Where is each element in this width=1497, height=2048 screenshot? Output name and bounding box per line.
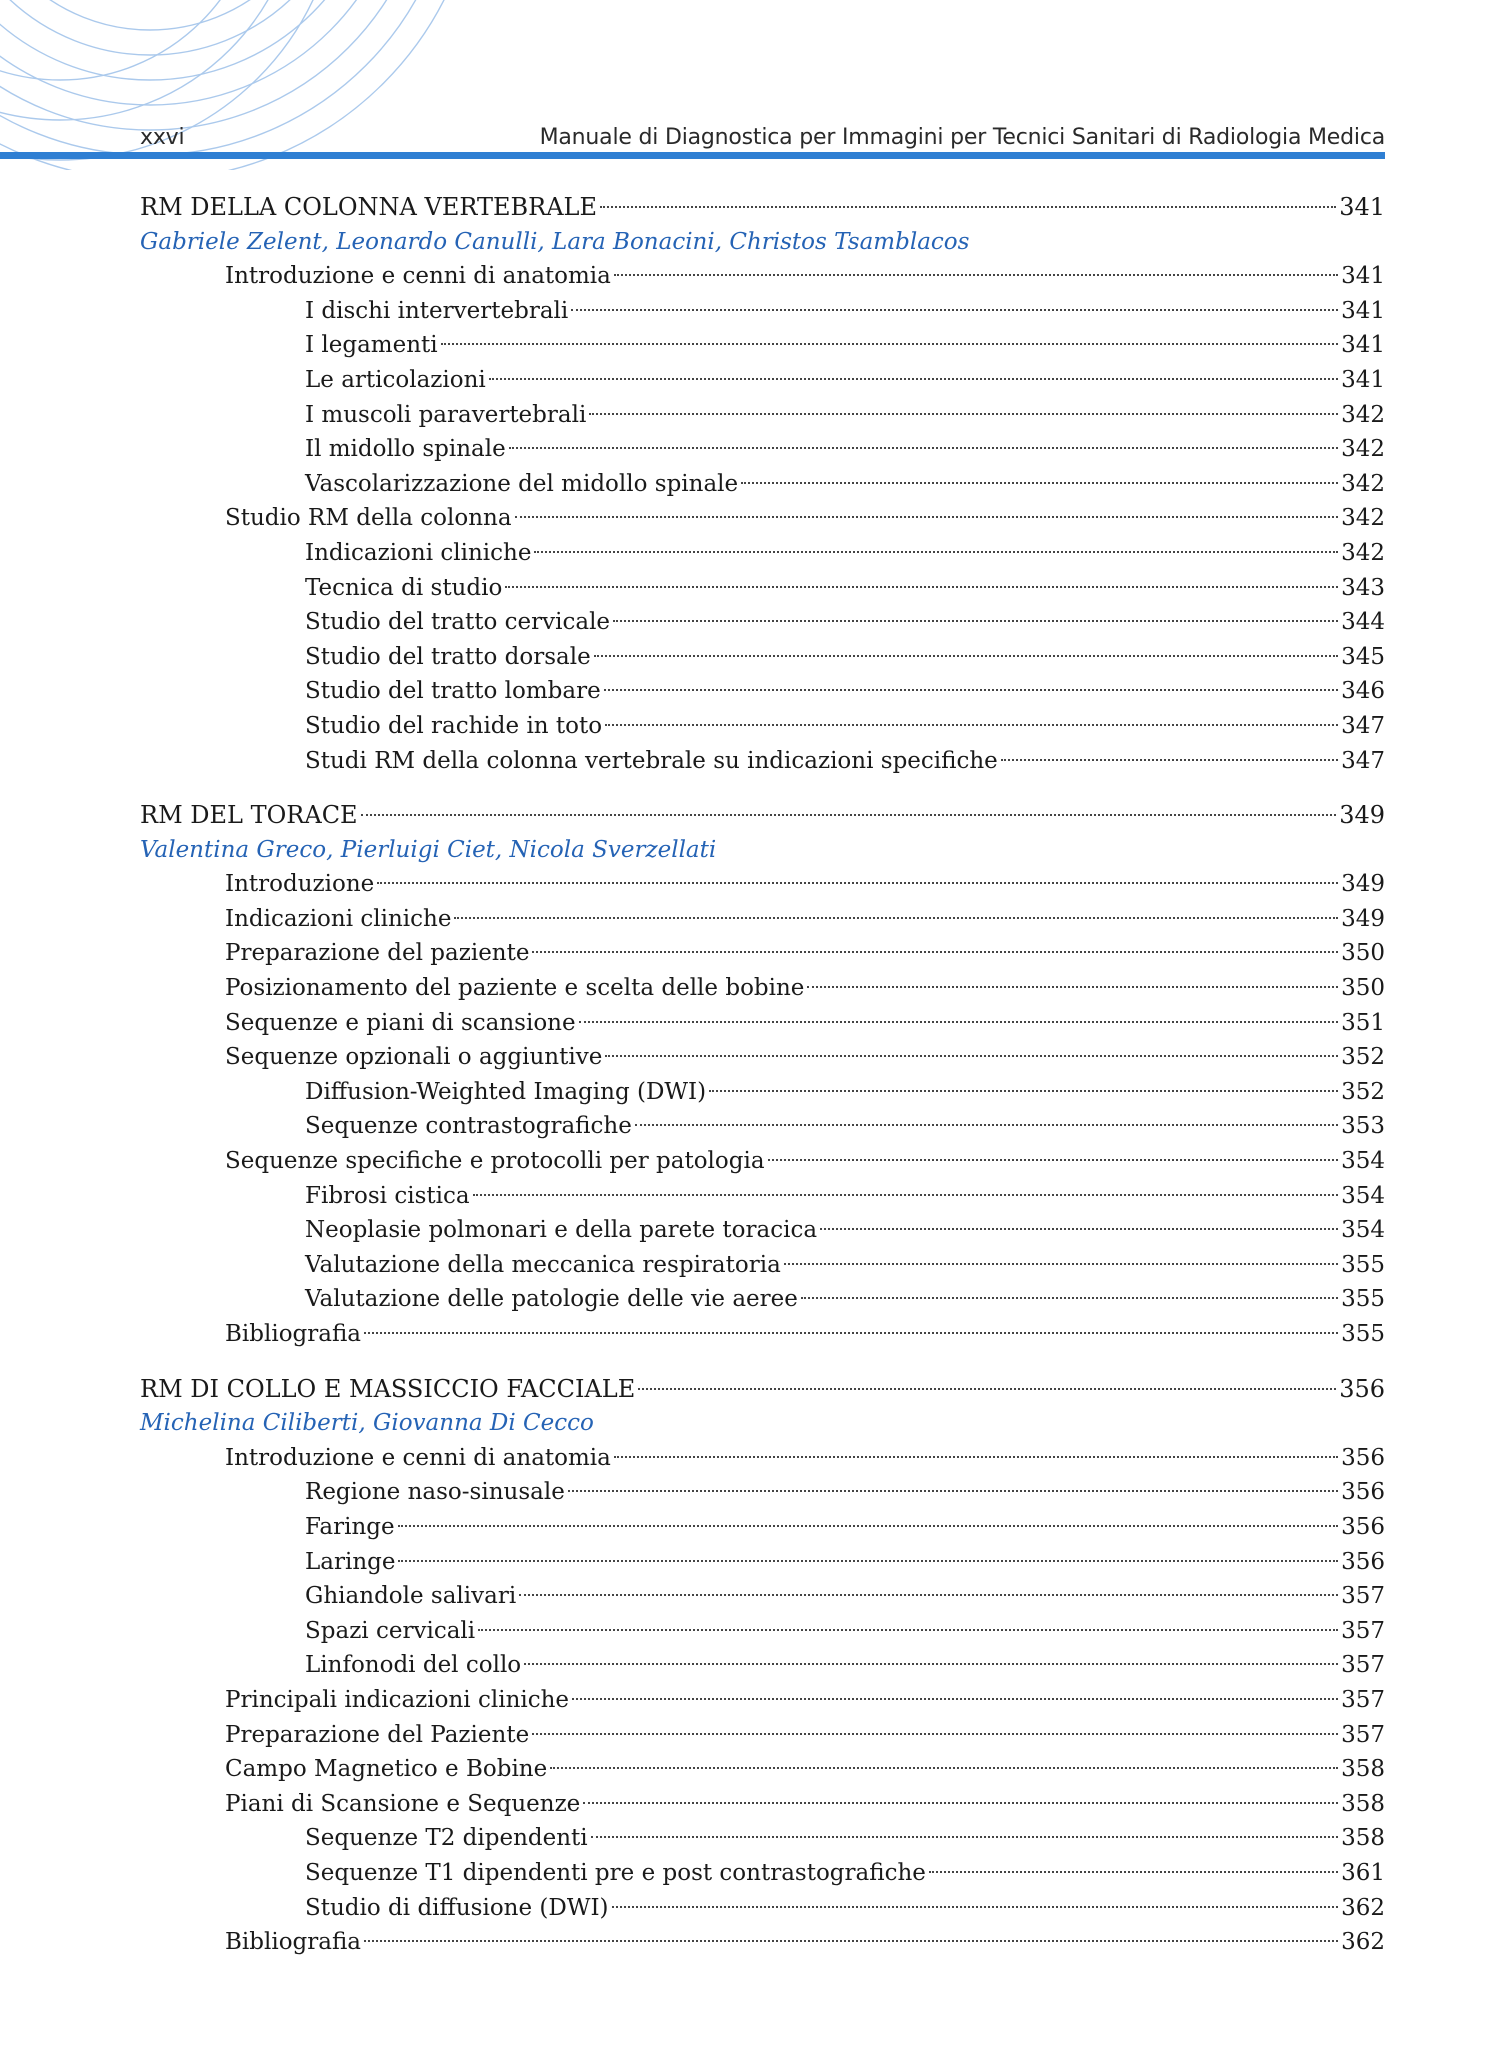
entry-title: Il midollo spinale — [305, 436, 506, 463]
dot-leader — [534, 551, 1338, 553]
dot-leader — [398, 1560, 1338, 1562]
dot-leader — [614, 1456, 1338, 1458]
toc-entry[interactable] — [140, 571, 1385, 606]
toc-entry[interactable] — [140, 605, 1385, 640]
entry-title: Principali indicazioni cliniche — [225, 1686, 570, 1713]
chapter-entry[interactable] — [140, 190, 1385, 225]
entry-page: 362 — [1341, 1894, 1385, 1921]
entry-page: 358 — [1341, 1790, 1385, 1817]
entry-page: 356 — [1341, 1548, 1385, 1575]
toc-entry[interactable] — [140, 1006, 1385, 1041]
dot-leader — [635, 1124, 1338, 1126]
header-rule — [0, 152, 1385, 159]
entry-page: 341 — [1341, 263, 1385, 290]
entry-title: Sequenze T2 dipendenti — [305, 1825, 588, 1852]
toc-entry[interactable] — [140, 363, 1385, 398]
toc-entry[interactable] — [140, 467, 1385, 502]
dot-leader — [524, 1663, 1338, 1665]
toc-entry[interactable] — [140, 259, 1385, 294]
entry-page: 357 — [1341, 1583, 1385, 1610]
dot-leader — [583, 1802, 1338, 1804]
dot-leader — [741, 482, 1338, 484]
entry-title: Vascolarizzazione del midollo spinale — [305, 470, 739, 497]
dot-leader — [441, 343, 1338, 345]
entry-page: 353 — [1341, 1113, 1385, 1140]
chapter-entry[interactable] — [140, 798, 1385, 833]
toc-section — [140, 798, 1385, 1352]
dot-leader — [605, 724, 1338, 726]
toc-entry[interactable] — [140, 1179, 1385, 1214]
entry-page: 356 — [1341, 1479, 1385, 1506]
toc-entry[interactable] — [140, 1718, 1385, 1753]
dot-leader — [600, 206, 1336, 208]
entry-title: Ghiandole salivari — [305, 1583, 517, 1610]
entry-title: Preparazione del paziente — [225, 940, 530, 967]
toc-entry[interactable] — [140, 1648, 1385, 1683]
entry-title: Le articolazioni — [305, 366, 486, 393]
toc-entry[interactable] — [140, 867, 1385, 902]
entry-page: 349 — [1341, 871, 1385, 898]
entry-page: 347 — [1341, 747, 1385, 774]
dot-leader — [768, 1159, 1339, 1161]
entry-page: 342 — [1341, 539, 1385, 566]
toc-entry[interactable] — [140, 1752, 1385, 1787]
entry-title: Indicazioni cliniche — [225, 905, 452, 932]
entry-page: 342 — [1341, 470, 1385, 497]
entry-title: Faringe — [305, 1513, 395, 1540]
dot-leader — [612, 1906, 1339, 1908]
entry-title: Sequenze e piani di scansione — [225, 1009, 576, 1036]
chapter-authors: Gabriele Zelent, Leonardo Canulli, Lara Bonacini, Christos Tsamblacos — [140, 228, 970, 255]
entry-title: Valutazione della meccanica respiratoria — [305, 1251, 781, 1278]
toc-entry[interactable] — [140, 640, 1385, 675]
dot-leader — [1001, 759, 1338, 761]
table-of-contents — [140, 190, 1385, 1980]
dot-leader — [532, 1733, 1338, 1735]
toc-entry[interactable] — [140, 902, 1385, 937]
dot-leader — [820, 1228, 1338, 1230]
dot-leader — [489, 378, 1338, 380]
entry-title: Tecnica di studio — [305, 574, 503, 601]
entry-page: 342 — [1341, 436, 1385, 463]
entry-page: 355 — [1341, 1286, 1385, 1313]
entry-page: 350 — [1341, 940, 1385, 967]
toc-entry[interactable] — [140, 1579, 1385, 1614]
entry-title: Posizionamento del paziente e scelta delle bobine — [225, 975, 805, 1002]
entry-page: 354 — [1341, 1182, 1385, 1209]
entry-title: Piani di Scansione e Sequenze — [225, 1790, 581, 1817]
chapter-authors: Michelina Ciliberti, Giovanna Di Cecco — [140, 1410, 594, 1437]
dot-leader — [614, 274, 1338, 276]
dot-leader — [550, 1767, 1338, 1769]
entry-page: 357 — [1341, 1686, 1385, 1713]
book-title: Manuale di Diagnostica per Immagini per Tecnici Sanitari di Radiologia Medica — [539, 125, 1385, 150]
toc-entry[interactable] — [140, 1248, 1385, 1283]
dot-leader — [454, 917, 1338, 919]
toc-entry[interactable] — [140, 1282, 1385, 1317]
dot-leader — [473, 1194, 1339, 1196]
entry-title: Spazi cervicali — [305, 1617, 476, 1644]
dot-leader — [361, 814, 1337, 816]
dot-leader — [571, 309, 1338, 311]
toc-section — [140, 1372, 1385, 1960]
entry-page: 362 — [1341, 1929, 1385, 1956]
toc-entry[interactable] — [140, 328, 1385, 363]
entry-page: 342 — [1341, 401, 1385, 428]
toc-entry[interactable] — [140, 1441, 1385, 1476]
dot-leader — [572, 1698, 1338, 1700]
toc-entry[interactable] — [140, 1075, 1385, 1110]
toc-entry[interactable] — [140, 1821, 1385, 1856]
toc-entry[interactable] — [140, 501, 1385, 536]
toc-section — [140, 190, 1385, 778]
dot-leader — [638, 1388, 1336, 1390]
toc-entry[interactable] — [140, 1109, 1385, 1144]
chapter-title: RM DELLA COLONNA VERTEBRALE — [140, 193, 598, 221]
toc-entry[interactable] — [140, 398, 1385, 433]
entry-page: 341 — [1341, 297, 1385, 324]
chapter-page: 349 — [1339, 801, 1385, 830]
dot-leader — [605, 1055, 1338, 1057]
entry-page: 345 — [1341, 643, 1385, 670]
entry-page: 357 — [1341, 1721, 1385, 1748]
entry-page: 357 — [1341, 1652, 1385, 1679]
entry-page: 361 — [1341, 1859, 1385, 1886]
entry-title: Studio del tratto dorsale — [305, 643, 591, 670]
entry-page: 341 — [1341, 332, 1385, 359]
dot-leader — [579, 1021, 1339, 1023]
toc-entry[interactable] — [140, 1475, 1385, 1510]
entry-page: 356 — [1341, 1444, 1385, 1471]
dot-leader — [594, 655, 1338, 657]
entry-title: Valutazione delle patologie delle vie aeree — [305, 1286, 798, 1313]
toc-entry[interactable] — [140, 971, 1385, 1006]
entry-title: Indicazioni cliniche — [305, 539, 532, 566]
entry-page: 355 — [1341, 1321, 1385, 1347]
entry-title: I muscoli paravertebrali — [305, 401, 587, 428]
toc-entry[interactable] — [140, 1787, 1385, 1822]
toc-entry[interactable] — [140, 1317, 1385, 1352]
toc-entry[interactable] — [140, 432, 1385, 467]
entry-page: 356 — [1341, 1513, 1385, 1540]
entry-title: Studio del tratto cervicale — [305, 609, 611, 636]
entry-title: Studi RM della colonna vertebrale su indicazioni specifiche — [305, 747, 998, 774]
toc-entry[interactable] — [140, 1510, 1385, 1545]
dot-leader — [613, 620, 1338, 622]
entry-page: 346 — [1341, 678, 1385, 705]
dot-leader — [519, 1594, 1338, 1596]
toc-entry[interactable] — [140, 1891, 1385, 1926]
dot-leader — [505, 586, 1338, 588]
running-header — [140, 114, 1385, 150]
entry-title: Sequenze specifiche e protocolli per patologia — [225, 1148, 765, 1175]
entry-page: 357 — [1341, 1617, 1385, 1644]
dot-leader — [709, 1090, 1338, 1092]
entry-page: 341 — [1341, 366, 1385, 393]
dot-leader — [591, 1836, 1338, 1838]
entry-title: Introduzione e cenni di anatomia — [225, 1444, 611, 1471]
toc-entry[interactable] — [140, 709, 1385, 744]
entry-title: Sequenze opzionali o aggiuntive — [225, 1044, 603, 1071]
entry-page: 344 — [1341, 609, 1385, 636]
dot-leader — [784, 1263, 1338, 1265]
chapter-title: RM DEL TORACE — [140, 801, 358, 830]
entry-page: 342 — [1341, 505, 1385, 532]
toc-entry[interactable] — [140, 1144, 1385, 1179]
entry-page: 355 — [1341, 1251, 1385, 1278]
chapter-authors: Valentina Greco, Pierluigi Ciet, Nicola Sverzellati — [140, 836, 717, 863]
dot-leader — [509, 447, 1338, 449]
toc-entry[interactable] — [140, 1614, 1385, 1649]
toc-entry[interactable] — [140, 1213, 1385, 1248]
toc-entry[interactable] — [140, 674, 1385, 709]
dot-leader — [604, 689, 1338, 691]
entry-page: 347 — [1341, 712, 1385, 739]
toc-entry[interactable] — [140, 1683, 1385, 1718]
entry-title: Regione naso-sinusale — [305, 1479, 565, 1506]
chapter-entry[interactable] — [140, 1372, 1385, 1407]
entry-page: 354 — [1341, 1217, 1385, 1244]
entry-page: 349 — [1341, 905, 1385, 932]
dot-leader — [364, 1940, 1338, 1942]
toc-entry[interactable] — [140, 1040, 1385, 1075]
entry-title: Neoplasie polmonari e della parete toracica — [305, 1217, 818, 1244]
entry-page: 358 — [1341, 1756, 1385, 1783]
toc-entry[interactable] — [140, 936, 1385, 971]
toc-entry[interactable] — [140, 1545, 1385, 1580]
entry-title: Introduzione e cenni di anatomia — [225, 263, 611, 290]
entry-title: Linfonodi del collo — [305, 1652, 522, 1679]
entry-page: 352 — [1341, 1044, 1385, 1071]
toc-entry[interactable] — [140, 536, 1385, 571]
entry-title: Studio del tratto lombare — [305, 678, 601, 705]
toc-entry[interactable] — [140, 1925, 1385, 1960]
chapter-title: RM DI COLLO E MASSICCIO FACCIALE — [140, 1374, 636, 1403]
dot-leader — [398, 1525, 1338, 1527]
dot-leader — [929, 1871, 1338, 1873]
entry-title: Preparazione del Paziente — [225, 1721, 530, 1748]
dot-leader — [532, 951, 1338, 953]
dot-leader — [589, 413, 1338, 415]
chapter-page: 341 — [1339, 193, 1385, 221]
dot-leader — [807, 986, 1338, 988]
chapter-page: 356 — [1339, 1374, 1385, 1403]
entry-title: Fibrosi cistica — [305, 1182, 470, 1209]
entry-page: 354 — [1341, 1148, 1385, 1175]
entry-title: Sequenze contrastografiche — [305, 1113, 632, 1140]
entry-title: I dischi intervertebrali — [305, 297, 569, 324]
entry-title: Bibliografia — [225, 1321, 362, 1347]
entry-title: Studio del rachide in toto — [305, 712, 603, 739]
entry-page: 350 — [1341, 975, 1385, 1002]
dot-leader — [364, 1332, 1338, 1334]
entry-title: I legamenti — [305, 332, 438, 359]
entry-page: 352 — [1341, 1078, 1385, 1105]
toc-entry[interactable] — [140, 744, 1385, 779]
page-number: xxvi — [140, 125, 185, 150]
toc-entry[interactable] — [140, 1856, 1385, 1891]
dot-leader — [515, 516, 1339, 518]
entry-title: Campo Magnetico e Bobine — [225, 1756, 548, 1783]
entry-page: 351 — [1341, 1009, 1385, 1036]
entry-title: Sequenze T1 dipendenti pre e post contrastografiche — [305, 1859, 926, 1886]
entry-page: 358 — [1341, 1825, 1385, 1852]
toc-entry[interactable] — [140, 294, 1385, 329]
entry-title: Laringe — [305, 1548, 396, 1575]
entry-title: Introduzione — [225, 871, 375, 898]
dot-leader — [377, 882, 1338, 884]
entry-title: Studio RM della colonna — [225, 505, 512, 532]
entry-page: 343 — [1341, 574, 1385, 601]
entry-title: Diffusion-Weighted Imaging (DWI) — [305, 1078, 707, 1105]
dot-leader — [568, 1490, 1338, 1492]
entry-title: Studio di diffusione (DWI) — [305, 1894, 609, 1921]
dot-leader — [478, 1629, 1338, 1631]
dot-leader — [801, 1297, 1338, 1299]
entry-title: Bibliografia — [225, 1929, 362, 1956]
